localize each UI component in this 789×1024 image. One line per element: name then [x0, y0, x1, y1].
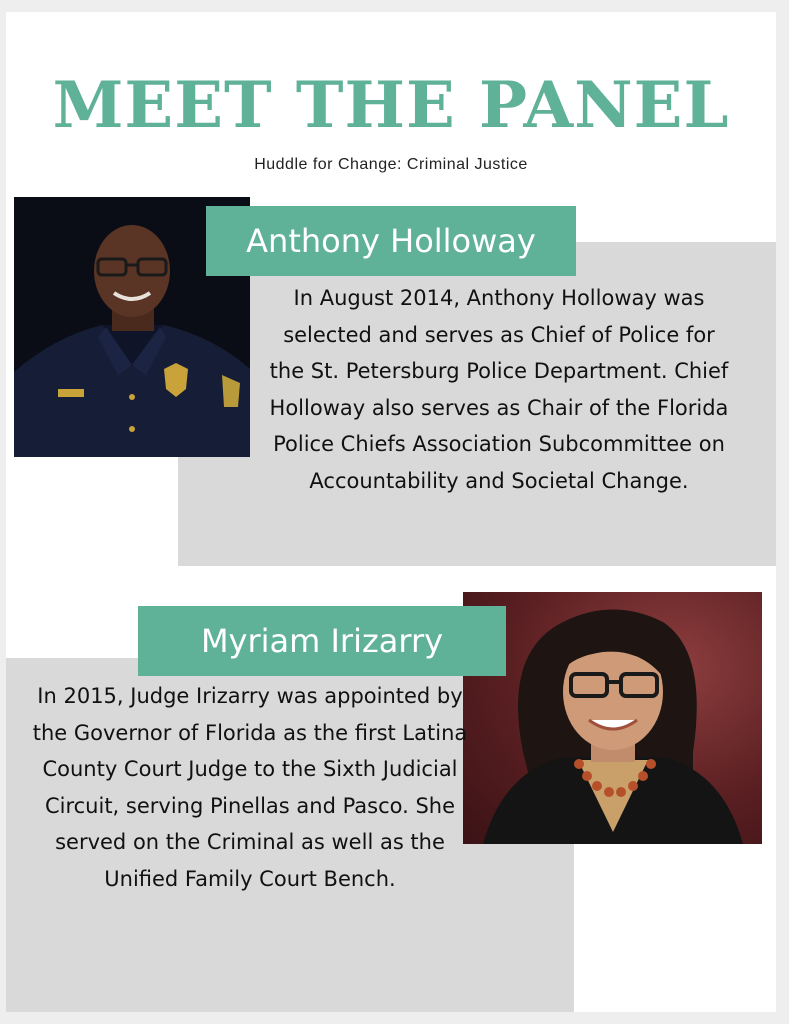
panelist-1-name: Anthony Holloway — [206, 206, 576, 276]
panelist-2-bio: In 2015, Judge Irizarry was appointed by the Governor of Florida as the first Latina County Court Judge to the Sixth Judicial Circuit, serving Pinellas and Pasco. She served on the Criminal as well as the Unified Family Court Bench. — [32, 684, 468, 891]
page-title: MEET THE PANEL — [52, 68, 730, 143]
panelist-1-bio: In August 2014, Anthony Holloway was selected and serves as Chief of Police for the St. Petersburg Police Department. Chief Holloway also serves as Chair of the Florida Police Chiefs Association Subcommittee on Accountability and Societal Change. — [269, 286, 729, 493]
judge-portrait-icon — [463, 592, 762, 844]
panelist-2-name: Myriam Irizarry — [138, 606, 506, 676]
panelist-2-photo — [463, 592, 762, 844]
flyer-page — [6, 12, 776, 1012]
page-subtitle: Huddle for Change: Criminal Justice — [254, 156, 528, 173]
